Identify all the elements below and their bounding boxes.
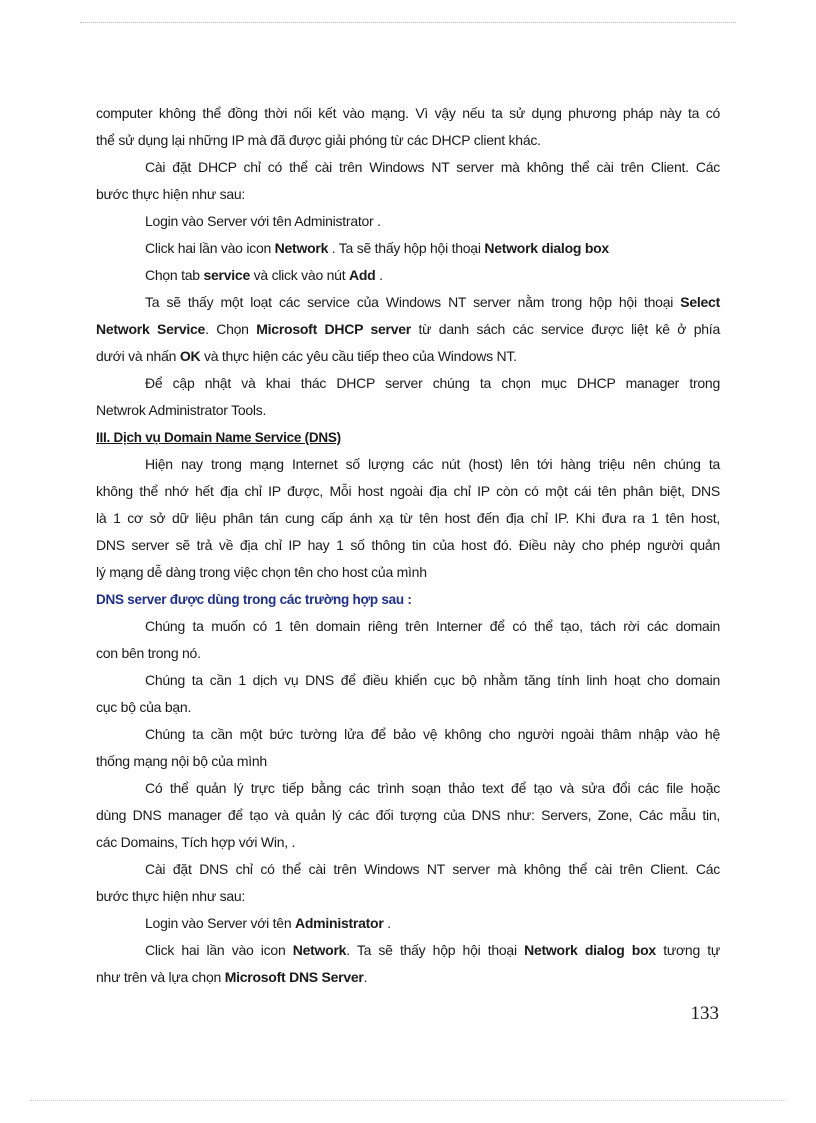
- text-line: các Domains, Tích hợp với Win, .: [96, 834, 296, 850]
- top-dotted-rule: [80, 22, 736, 23]
- text-line: dùng DNS manager để tạo và quản lý các đối tượng của DNS như: Servers, Zone, Các mẫu tin,: [96, 807, 720, 823]
- text-line: Chúng ta muốn có 1 tên domain riêng trên Interner để có thể tạo, tách rời các domain: [145, 618, 720, 634]
- text-line: lý mạng dễ dàng trong việc chọn tên cho host của mình: [96, 564, 427, 580]
- text-line: Hiện nay trong mạng Internet số lượng các nút (host) lên tới hàng triệu nên chúng ta: [145, 456, 720, 472]
- text-line: Login vào Server với tên Administrator .: [145, 915, 391, 931]
- text-line: Network Service. Chọn Microsoft DHCP server từ danh sách các service được liệt kê ở phía: [96, 321, 720, 337]
- text-line: cục bộ của bạn.: [96, 699, 192, 715]
- page-body: [96, 100, 720, 991]
- text-line: Chọn tab service và click vào nút Add .: [145, 267, 383, 283]
- text-line: thể sử dụng lại những IP mà đã được giải phóng từ các DHCP client khác.: [96, 132, 541, 148]
- bottom-dotted-rule: [30, 1100, 786, 1101]
- section-heading: III. Dịch vụ Domain Name Service (DNS): [96, 430, 341, 445]
- text-line: Chúng ta cần 1 dịch vụ DNS để điều khiển cục bộ nhằm tăng tính linh hoạt cho domain: [145, 672, 720, 688]
- text-line: con bên trong nó.: [96, 645, 201, 661]
- text-line: Cài đặt DNS chỉ có thể cài trên Windows NT server mà không thể cài trên Client. Các: [145, 861, 720, 877]
- text-line: dưới và nhấn OK và thực hiện các yêu cầu tiếp theo của Windows NT.: [96, 348, 517, 364]
- text-line: Để cập nhật và khai thác DHCP server chúng ta chọn mục DHCP manager trong: [145, 375, 720, 391]
- text-line: Click hai lần vào icon Network . Ta sẽ thấy hộp hội thoại Network dialog box: [145, 240, 609, 256]
- text-line: như trên và lựa chọn Microsoft DNS Server.: [96, 969, 368, 985]
- text-line: Có thể quản lý trực tiếp bằng các trình soạn thảo text để tạo và sửa đổi các file hoặc: [145, 780, 720, 796]
- text-line: Cài đặt DHCP chỉ có thể cài trên Windows NT server mà không thể cài trên Client. Các: [145, 159, 720, 175]
- text-line: thống mạng nội bộ của mình: [96, 753, 267, 769]
- text-line: DNS server sẽ trả về địa chỉ IP hay 1 số thông tin của host đó. Điều này cho phép người quản: [96, 537, 720, 553]
- text-line: Login vào Server với tên Administrator .: [145, 213, 381, 229]
- text-line: Netwrok Administrator Tools.: [96, 402, 267, 418]
- text-line: bước thực hiện như sau:: [96, 186, 246, 202]
- sub-heading: DNS server được dùng trong các trường hợp sau :: [96, 592, 412, 607]
- text-line: không thể nhớ hết địa chỉ IP được, Mỗi host ngoài địa chỉ IP còn có một cái tên phân biệt, DNS: [96, 483, 720, 499]
- text-line: Click hai lần vào icon Network. Ta sẽ thấy hộp hội thoại Network dialog box tương tự: [145, 942, 720, 958]
- text-line: computer không thể đồng thời nối kết vào mạng. Vì vậy nếu ta sử dụng phương pháp này ta có: [96, 105, 720, 121]
- page-number: 133: [690, 1003, 719, 1024]
- text-line: Ta sẽ thấy một loạt các service của Windows NT server nằm trong hộp hội thoại Select: [145, 294, 720, 310]
- text-line: là 1 cơ sở dữ liệu phân tán cung cấp ánh xạ từ tên host đến địa chỉ IP. Khi đưa ra 1 tên host,: [96, 510, 720, 526]
- text-line: bước thực hiện như sau:: [96, 888, 246, 904]
- text-line: Chúng ta cần một bức tường lửa để bảo vệ không cho người ngoài thâm nhập vào hệ: [145, 726, 720, 742]
